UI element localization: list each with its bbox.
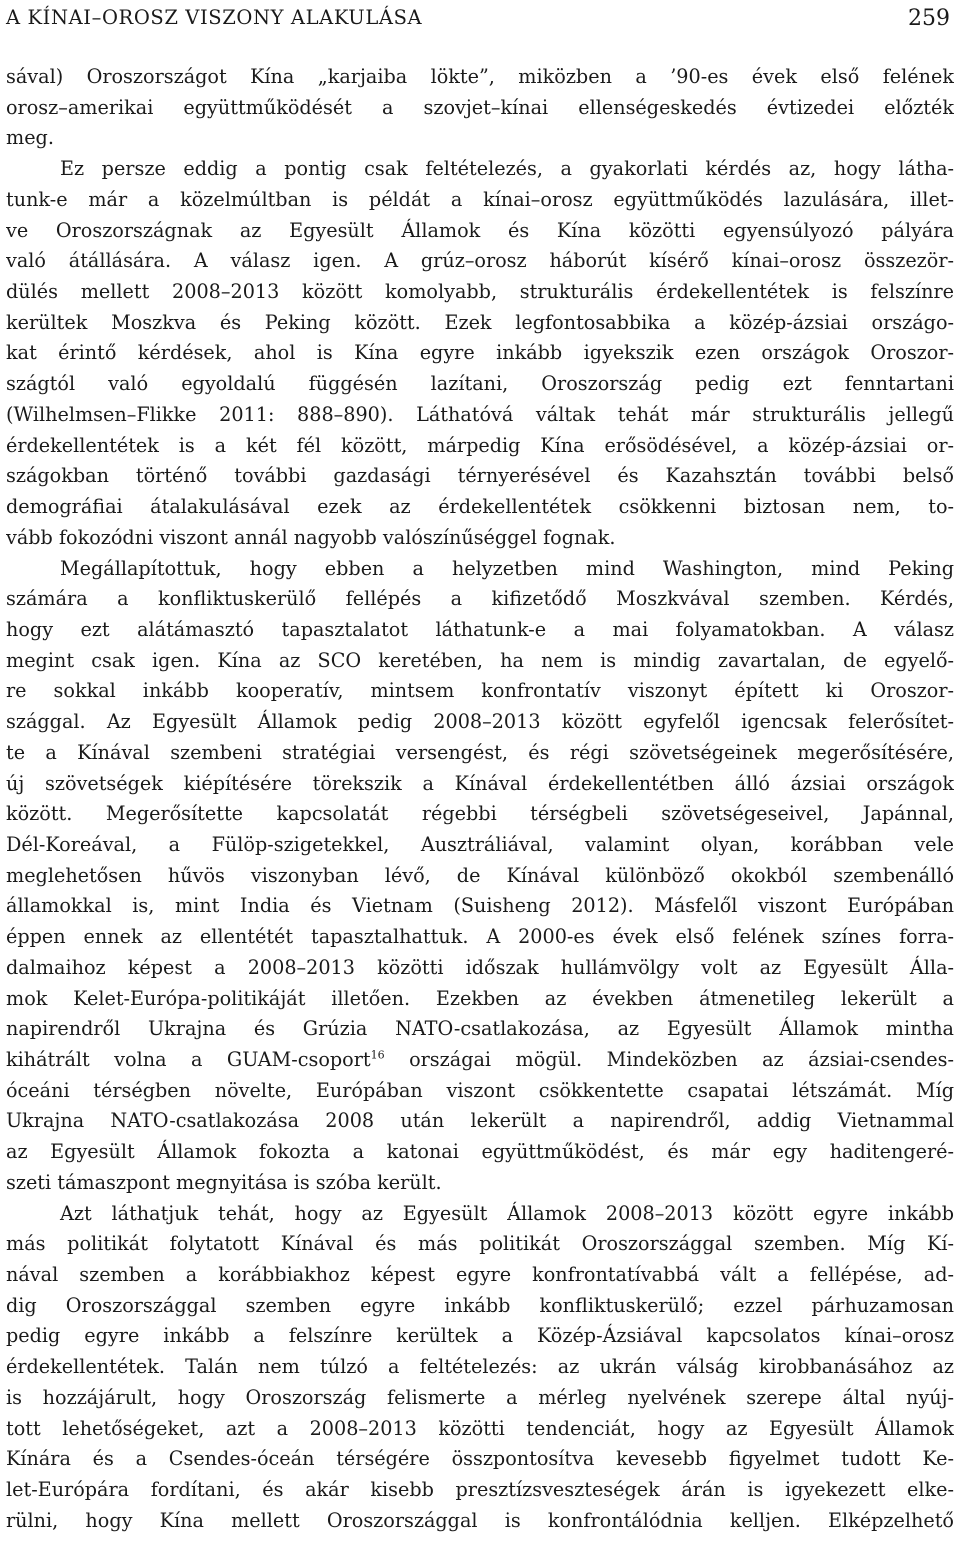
text-line: között. Megerősítette kapcsolatát régebbi térségbeli szövetségeseivel, Japánnal, <box>6 802 954 826</box>
text-line: (Wilhelmsen–Flikke 2011: 888–890). Láthatóvá váltak tehát már strukturális jellegű <box>6 402 954 426</box>
text-line: új szövetségek kiépítésére törekszik a Kínával érdekellentétben álló ázsiai országok <box>6 771 954 795</box>
text-line: államokkal is, mint India és Vietnam (Suisheng 2012). Másfelől viszont Európában <box>6 894 954 918</box>
text-line: pedig egyre inkább a felszínre kerültek a Közép-Ázsiával kapcsolatos kínai–orosz <box>6 1324 954 1348</box>
text-line: rülni, hogy Kína mellett Oroszországgal is konfrontálódnia kelljen. Elképzelhető <box>6 1508 954 1532</box>
text-line: érdekellentétek is a két fél között, márpedig Kína erősödésével, a közép-ázsiai or- <box>6 433 954 457</box>
text-line: dülés mellett 2008–2013 között komolyabb, strukturális érdekellentétek is felszínre <box>6 280 954 304</box>
text-line: szágokban történő további gazdasági térnyerésével és Kazahsztán további belső <box>6 464 954 488</box>
text-line: mok Kelet-Európa-politikáját illetően. Ezekben az években átmenetileg lekerült a <box>6 986 954 1010</box>
text-line: az Egyesült Államok fokozta a katonai együttműködést, és már egy haditengeré- <box>6 1140 954 1164</box>
text-line: dig Oroszországgal szemben egyre inkább konfliktuskerülő; ezzel párhuzamosan <box>6 1293 954 1317</box>
text-line: Azt láthatjuk tehát, hogy az Egyesült Államok 2008–2013 között egyre inkább <box>60 1201 954 1225</box>
footnote-marker[interactable]: 16 <box>370 1048 385 1062</box>
text-line: érdekellentétek. Talán nem túlzó a feltételezés: az ukrán válság kirobbanásához az <box>6 1355 954 1379</box>
text-line: orosz–amerikai együttműködését a szovjet–kínai ellenségeskedés évtizedei előzték <box>6 95 954 119</box>
page-number: 259 <box>908 6 950 31</box>
text-line: sával) Oroszországot Kína „karjaiba lökte”, miközben a ’90-es évek első felének <box>6 65 954 88</box>
text-line: Ez persze eddig a pontig csak feltételezés, a gyakorlati kérdés az, hogy látha- <box>60 157 954 181</box>
text-line: napirendről Ukrajna és Grúzia NATO-csatlakozása, az Egyesült Államok mintha <box>6 1017 954 1041</box>
text-line: szágtól való egyoldalú függésén lazítani, Oroszország pedig ezt fenntartani <box>6 372 954 396</box>
text-line: demográfiai átalakulásával ezek az érdekellentétek csökkenni biztosan nem, to- <box>6 495 954 519</box>
text-line: tunk-e már a közelmúltban is példát a kínai–orosz együttműködés lazulására, illet- <box>6 187 954 211</box>
book-page <box>6 0 954 1548</box>
text-line: is hozzájárult, hogy Oroszország felismerte a mérleg nyelvének szerepe által nyúj- <box>6 1385 954 1409</box>
text-line: való átállására. A válasz igen. A grúz–orosz háborút kísérő kínai–orosz összezör- <box>6 249 954 273</box>
text-line: te a Kínával szembeni stratégiai versengést, és régi szövetségeinek megerősítésére, <box>6 740 954 764</box>
body-text <box>6 62 954 1537</box>
text-line: hogy ezt alátámasztó tapasztalatot láthatunk-e a mai folyamatokban. A válasz <box>6 617 954 641</box>
text-line: re sokkal inkább kooperatív, mintsem konfrontatív viszonyt épített ki Oroszor- <box>6 679 954 703</box>
footnote-line-start: kihátrált volna a GUAM-csoport <box>6 1048 371 1071</box>
text-line: meglehetősen hűvös viszonyban lévő, de Kínával különböző okokból szembenálló <box>6 863 954 887</box>
text-line: meg. <box>6 126 54 150</box>
text-line: szággal. Az Egyesült Államok pedig 2008–2013 között egyfelől igencsak felerősítet- <box>6 710 954 734</box>
text-line: szeti támaszpont megnyitása is szóba került. <box>6 1170 442 1194</box>
running-title: A KÍNAI–OROSZ VISZONY ALAKULÁSA <box>6 6 423 29</box>
text-line: nával szemben a korábbiakhoz képest egyre konfrontatívabbá vált a fellépése, ad- <box>6 1263 954 1287</box>
text-line-with-footnote <box>6 1045 954 1076</box>
text-line: dalmaihoz képest a 2008–2013 közötti időszak hullámvölgy volt az Egyesült Álla- <box>6 955 954 979</box>
text-line: kat érintő kérdések, ahol is Kína egyre inkább igyekszik ezen országok Oroszor- <box>6 341 954 365</box>
text-line: vább fokozódni viszont annál nagyobb valószínűséggel fognak. <box>6 525 616 549</box>
text-line: Megállapítottuk, hogy ebben a helyzetben mind Washington, mind Peking <box>60 556 954 580</box>
text-line: Ukrajna NATO-csatlakozása 2008 után lekerült a napirendről, addig Vietnammal <box>6 1109 954 1133</box>
text-line: más politikát folytatott Kínával és más politikát Oroszországgal szemben. Míg Kí- <box>6 1232 954 1256</box>
text-line: megint csak igen. Kína az SCO keretében, ha nem is mindig zavartalan, de egyelő- <box>6 648 954 672</box>
text-line: Kínára és a Csendes-óceán térségére összpontosítva kevesebb figyelmet tudott Ke- <box>6 1447 954 1471</box>
text-line: tott lehetőségeket, azt a 2008–2013 közötti tendenciát, hogy az Egyesült Államok <box>6 1416 954 1440</box>
text-line: ve Oroszországnak az Egyesült Államok és Kína közötti egyensúlyozó pályára <box>6 218 954 242</box>
text-line: let-Európára fordítani, és akár kisebb presztízsveszteségek árán is igyekezett elke- <box>6 1478 954 1502</box>
running-head <box>6 4 954 34</box>
text-line: Dél-Koreával, a Fülöp-szigetekkel, Ausztráliával, valamint olyan, korábban vele <box>6 832 954 856</box>
text-line: számára a konfliktuskerülő fellépés a kifizetődő Moszkvával szemben. Kérdés, <box>6 587 954 611</box>
text-line: óceáni térségben növelte, Európában viszont csökkentette csapatai létszámát. Míg <box>6 1078 954 1102</box>
footnote-line-end: országai mögül. Mindeközben az ázsiai-csendes- <box>384 1048 954 1071</box>
text-line: kerültek Moszkva és Peking között. Ezek legfontosabbika a közép-ázsiai országo- <box>6 310 954 334</box>
text-line: éppen ennek az ellentétét tapasztalhattuk. A 2000-es évek első felének színes forra- <box>6 925 954 949</box>
